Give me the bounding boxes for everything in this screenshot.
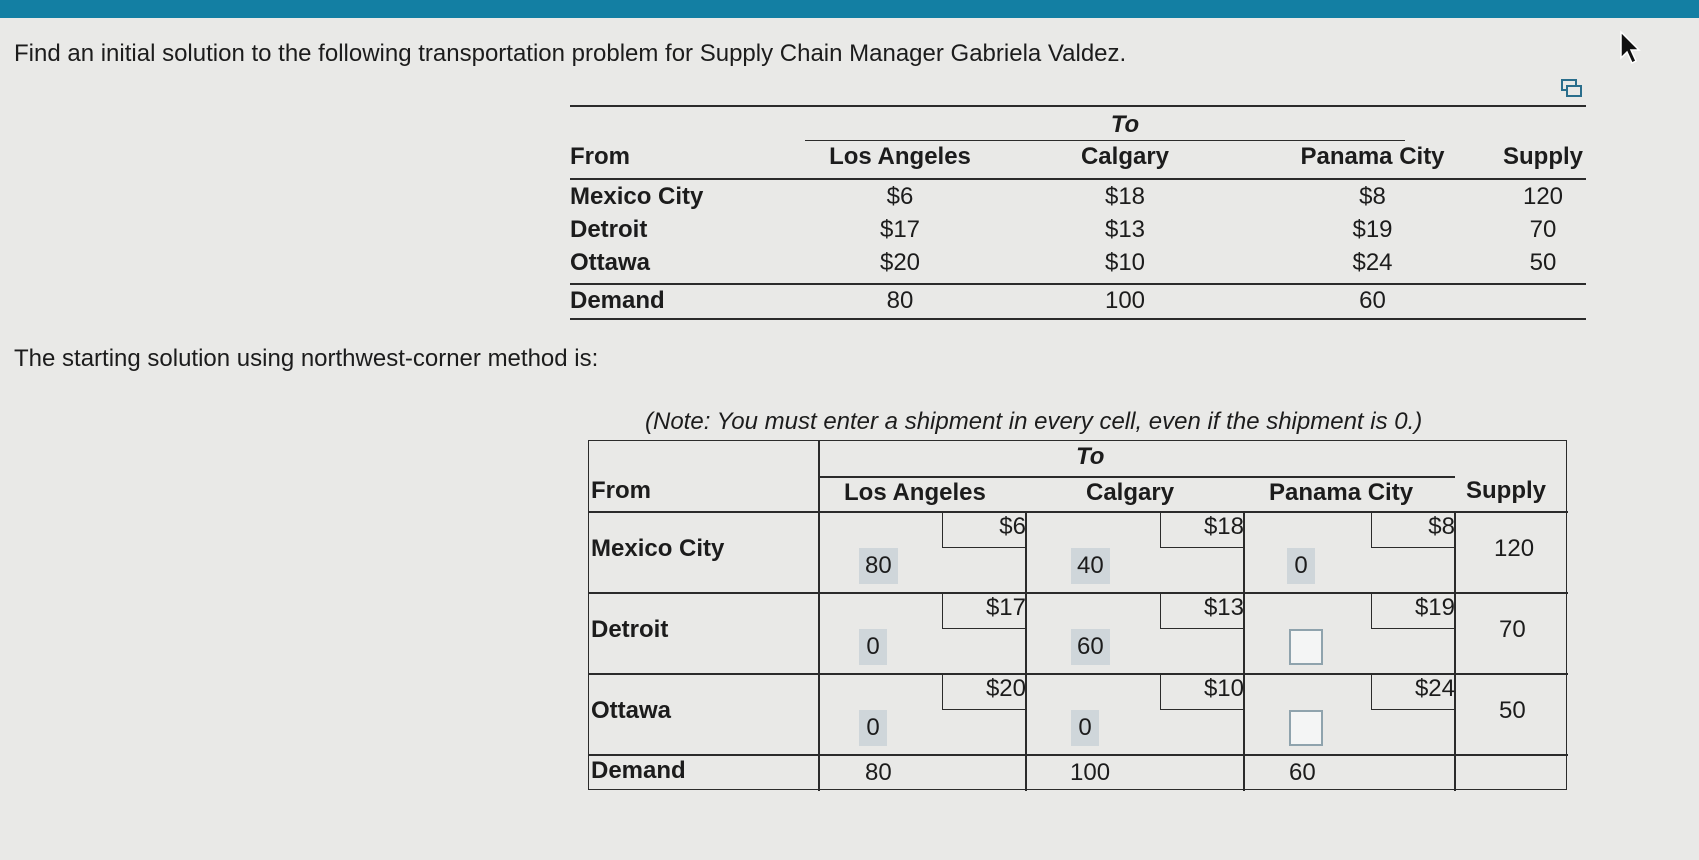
cost-cell: $18 (1160, 512, 1244, 548)
grid-vline (1025, 511, 1027, 791)
supply-cell: 50 (1529, 249, 1557, 276)
from-header: From (570, 143, 630, 170)
table-row (570, 249, 1586, 279)
header-panama-city: Panama City (1269, 479, 1414, 506)
shipment-input[interactable] (1289, 710, 1323, 746)
demand-cell: 100 (1070, 759, 1111, 786)
question-text: Find an initial solution to the following transportation problem for Supply Chain Manager Gabriela Valdez. (14, 40, 1127, 67)
starting-solution-text: The starting solution using northwest-corner method is: (14, 345, 599, 372)
cost-cell: $20 (942, 674, 1026, 710)
shipment-input[interactable]: 40 (1071, 548, 1110, 584)
to-rule (805, 140, 1405, 141)
demand-cell: 80 (865, 759, 892, 786)
cost-cell: $17 (942, 593, 1026, 629)
shipment-input[interactable]: 0 (859, 710, 887, 746)
supply-cell: 50 (1499, 697, 1526, 724)
shipment-input[interactable]: 60 (1071, 629, 1110, 665)
to-label: To (1076, 443, 1105, 470)
demand-rule (570, 283, 1586, 285)
row-source: Detroit (591, 616, 669, 643)
cost-cell: $18 (1104, 183, 1146, 210)
header-calgary: Calgary (1080, 143, 1170, 170)
from-header: From (591, 477, 651, 504)
cost-cell: $20 (879, 249, 921, 276)
header-supply: Supply (1466, 477, 1547, 504)
demand-cell: 80 (886, 287, 914, 314)
top-bar (0, 0, 1699, 18)
cost-cell: $19 (1371, 593, 1455, 629)
cost-cell: $10 (1160, 674, 1244, 710)
grid-hline (818, 476, 1455, 478)
header-los-angeles: Los Angeles (844, 479, 986, 506)
demand-cell: 60 (1359, 287, 1386, 314)
table-top-rule (570, 105, 1586, 107)
shipment-input[interactable]: 80 (859, 548, 898, 584)
note-text: (Note: You must enter a shipment in every cell, even if the shipment is 0.) (645, 408, 1423, 435)
cost-cell: $24 (1352, 249, 1393, 276)
demand-row (570, 287, 1586, 317)
header-supply: Supply (1502, 143, 1583, 170)
demand-label: Demand (591, 757, 686, 784)
table-row (570, 183, 1586, 213)
cost-cell: $19 (1352, 216, 1393, 243)
row-source: Ottawa (570, 249, 651, 276)
cursor-icon (1618, 30, 1644, 66)
cost-cell: $17 (879, 216, 921, 243)
cost-cell: $8 (1359, 183, 1386, 210)
row-source: Mexico City (591, 535, 725, 562)
supply-cell: 120 (1522, 183, 1564, 210)
header-rule (570, 178, 1586, 180)
demand-label: Demand (570, 287, 665, 314)
supply-cell: 70 (1499, 616, 1526, 643)
cost-cell: $24 (1371, 674, 1455, 710)
row-source: Detroit (570, 216, 648, 243)
solution-grid (588, 440, 1567, 790)
header-panama-city: Panama City (1300, 143, 1445, 170)
header-calgary: Calgary (1086, 479, 1175, 506)
cost-cell: $10 (1104, 249, 1146, 276)
grid-vline (1243, 511, 1245, 791)
shipment-input[interactable] (1289, 629, 1323, 665)
shipment-input[interactable]: 0 (1071, 710, 1099, 746)
shipment-input[interactable]: 0 (1287, 548, 1315, 584)
copy-icon[interactable] (1560, 78, 1584, 100)
grid-vline (1454, 511, 1456, 791)
cost-cell: $8 (1371, 512, 1455, 548)
table-row (570, 216, 1586, 246)
supply-cell: 120 (1494, 535, 1535, 562)
demand-cell: 100 (1104, 287, 1146, 314)
demand-cell: 60 (1289, 759, 1316, 786)
row-source: Mexico City (570, 183, 704, 210)
grid-vline (818, 441, 820, 791)
table-bottom-rule (570, 318, 1586, 320)
row-source: Ottawa (591, 697, 672, 724)
supply-cell: 70 (1529, 216, 1557, 243)
header-los-angeles: Los Angeles (829, 143, 971, 170)
cost-cell: $13 (1160, 593, 1244, 629)
cost-cell: $6 (886, 183, 914, 210)
grid-hline (589, 754, 1568, 756)
to-label: To (1110, 111, 1140, 138)
cost-cell: $6 (942, 512, 1026, 548)
shipment-input[interactable]: 0 (859, 629, 887, 665)
cost-cell: $13 (1104, 216, 1146, 243)
